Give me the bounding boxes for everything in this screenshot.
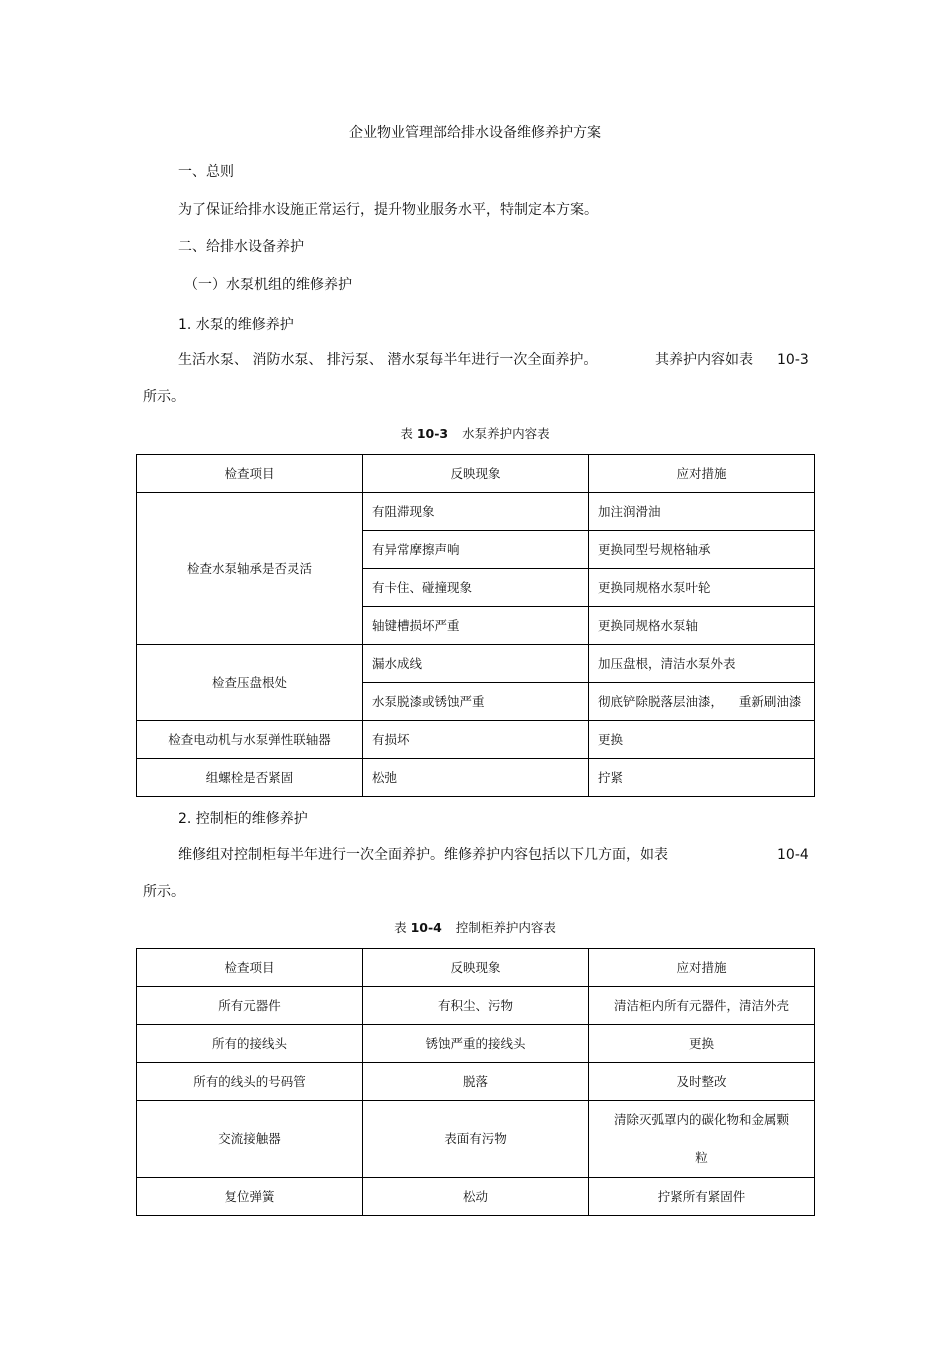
cabinet-paragraph-table-number: 10-4 [777, 847, 809, 863]
table-cell: 锈蚀严重的接线头 [363, 1025, 589, 1063]
cabinet-paragraph-line2: 所示。 [143, 884, 185, 900]
table-cell: 更换同型号规格轴承 [589, 531, 815, 569]
table1-caption-name: 水泵养护内容表 [462, 426, 550, 441]
table-cell: 水泵脱漆或锈蚀严重 [363, 683, 589, 721]
table-cell: 脱落 [363, 1063, 589, 1101]
pump-paragraph-table-ref: 其养护内容如表 [655, 352, 753, 368]
table-header-cell: 应对措施 [589, 455, 815, 493]
subsection-heading-pump-unit: （一）水泵机组的维修养护 [184, 277, 352, 293]
table-cell-multiline [589, 1101, 815, 1178]
control-cabinet-table [136, 948, 815, 1216]
table-row [137, 1178, 815, 1216]
table-header-cell: 检查项目 [137, 949, 363, 987]
table-cell: 所有的线头的号码管 [137, 1063, 363, 1101]
table-cell-item: 检查电动机与水泵弹性联轴器 [137, 721, 363, 759]
pump-maintenance-table [136, 454, 815, 797]
table-cell-line: 清除灭弧罩内的碳化物和金属颗 [613, 1112, 789, 1127]
table-cell: 更换同规格水泵叶轮 [589, 569, 815, 607]
table-row [137, 759, 815, 797]
table-cell-line: 粒 [695, 1150, 708, 1165]
table-cell: 清洁柜内所有元器件，清洁外壳 [589, 987, 815, 1025]
table-cell: 彻底铲除脱落层油漆， 重新刷油漆 [589, 683, 815, 721]
table1-caption-number: 10-3 [416, 426, 449, 441]
table-row [137, 721, 815, 759]
table-cell: 所有的接线头 [137, 1025, 363, 1063]
section-heading-maintenance: 二、给排水设备养护 [178, 239, 304, 255]
table-header-row [137, 949, 815, 987]
table-cell: 有阻滞现象 [363, 493, 589, 531]
table2-caption-number: 10-4 [410, 920, 442, 935]
table-cell: 加压盘根，清洁水泵外表 [589, 645, 815, 683]
table2-caption-name: 控制柜养护内容表 [455, 920, 556, 935]
table-cell: 更换同规格水泵轴 [589, 607, 815, 645]
table-row [137, 1025, 815, 1063]
table-cell-item: 组螺栓是否紧固 [137, 759, 363, 797]
table-cell: 交流接触器 [137, 1101, 363, 1178]
pump-paragraph-text: 生活水泵、 消防水泵、 排污泵、 潜水泵每半年进行一次全面养护。 [178, 352, 598, 368]
table-cell: 松动 [363, 1178, 589, 1216]
table-cell: 更换 [589, 1025, 815, 1063]
table-cell: 及时整改 [589, 1063, 815, 1101]
pump-paragraph-line1 [178, 350, 597, 370]
table-header-cell: 反映现象 [363, 455, 589, 493]
pump-paragraph-line2: 所示。 [143, 389, 185, 405]
table-cell: 有积尘、污物 [363, 987, 589, 1025]
table-cell: 有损坏 [363, 721, 589, 759]
pump-paragraph-table-number: 10-3 [777, 352, 809, 368]
table-cell: 拧紧 [589, 759, 815, 797]
table-header-cell: 检查项目 [137, 455, 363, 493]
table1-caption-prefix: 表 [400, 426, 417, 441]
table-cell: 加注润滑油 [589, 493, 815, 531]
item-heading-pump: 1. 水泵的维修养护 [178, 317, 294, 333]
table-cell: 更换 [589, 721, 815, 759]
table-cell: 有卡住、碰撞现象 [363, 569, 589, 607]
table2-caption-prefix: 表 [394, 920, 411, 935]
table-cell-item: 检查水泵轴承是否灵活 [137, 493, 363, 645]
table-row [137, 1063, 815, 1101]
table-cell: 拧紧所有紧固件 [589, 1178, 815, 1216]
table-header-cell: 应对措施 [589, 949, 815, 987]
table-cell: 轴键槽损坏严重 [363, 607, 589, 645]
table-cell-item: 检查压盘根处 [137, 645, 363, 721]
general-paragraph: 为了保证给排水设施正常运行，提升物业服务水平，特制定本方案。 [178, 202, 598, 218]
table-header-row [137, 455, 815, 493]
table-row [137, 987, 815, 1025]
table1-caption [0, 424, 950, 444]
table-cell: 所有元器件 [137, 987, 363, 1025]
table-header-cell: 反映现象 [363, 949, 589, 987]
table-cell: 有异常摩擦声响 [363, 531, 589, 569]
table-row [137, 645, 815, 683]
table-row [137, 1101, 815, 1178]
page-title: 企业物业管理部给排水设备维修养护方案 [349, 125, 601, 141]
table-cell: 漏水成线 [363, 645, 589, 683]
table-cell: 表面有污物 [363, 1101, 589, 1178]
cabinet-paragraph-line1: 维修组对控制柜每半年进行一次全面养护。维修养护内容包括以下几方面，如表 [178, 847, 668, 863]
section-heading-general: 一、总则 [178, 164, 234, 180]
table-cell: 复位弹簧 [137, 1178, 363, 1216]
table2-caption [0, 918, 950, 938]
table-cell: 松弛 [363, 759, 589, 797]
item-heading-control-cabinet: 2. 控制柜的维修养护 [178, 811, 308, 827]
table-row [137, 493, 815, 531]
